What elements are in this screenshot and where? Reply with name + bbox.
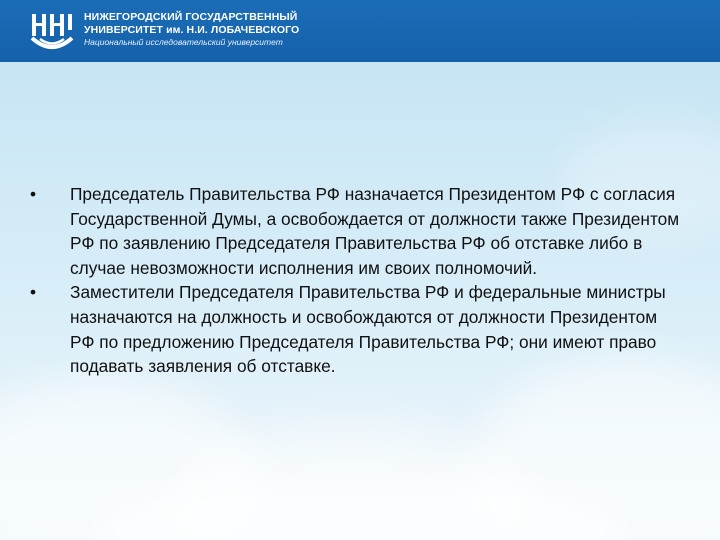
header-bar [0, 0, 720, 62]
bullet-text: Заместители Председателя Правительства РФ и федеральные министры назначаются на должность и освобождаются от должности Президентом РФ по предложению Председателя Правительства РФ; они имеют право подавать заявления об отставке. [70, 282, 666, 377]
bullet-text: Председатель Правительства РФ назначается Президентом РФ с согласия Государственной Думы, а освобождается от должности также Президентом РФ по заявлению Председателя Правительства РФ об отставке либо в случае невозможности исполнения им своих полномочий. [70, 184, 680, 278]
university-subtitle: Национальный исследовательский университет [84, 37, 283, 47]
bullet-list [26, 182, 686, 379]
university-name-line2: УНИВЕРСИТЕТ им. Н.И. ЛОБАЧЕВСКОГО [84, 23, 300, 36]
bullet-item [26, 280, 686, 378]
university-logo-icon [28, 8, 76, 54]
bullet-marker: • [29, 184, 37, 204]
bullet-marker: • [29, 282, 37, 303]
university-name [84, 12, 299, 47]
university-name-line1: НИЖЕГОРОДСКИЙ ГОСУДАРСТВЕННЫЙ [84, 11, 298, 23]
bullet-item [26, 182, 686, 280]
